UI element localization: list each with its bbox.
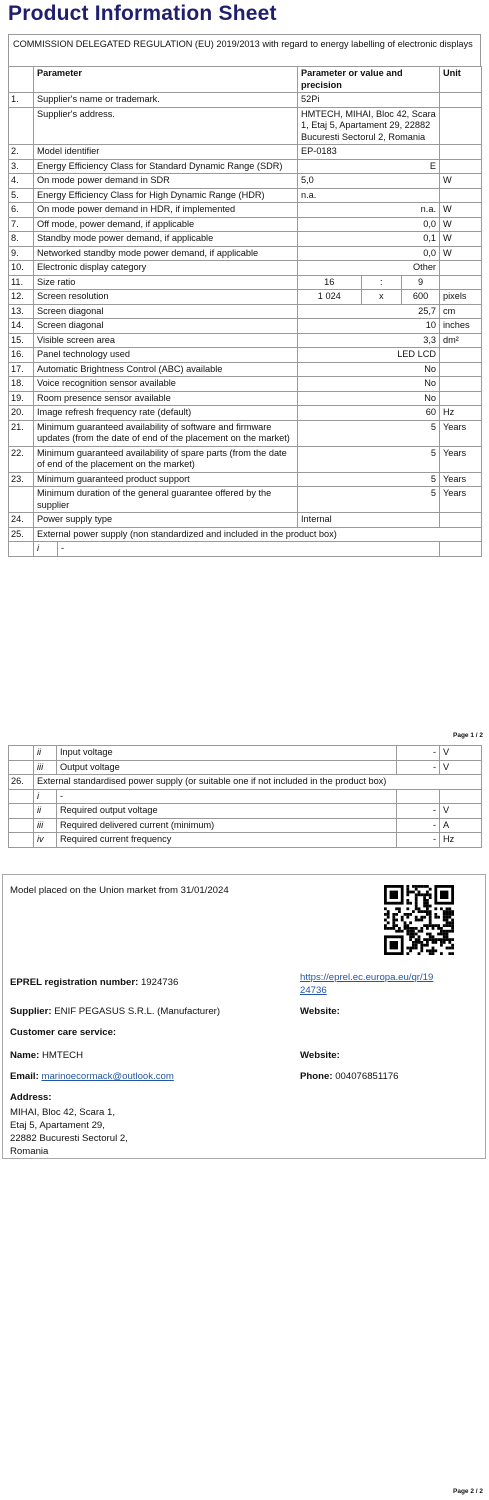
- sub-text: Required current frequency: [57, 833, 397, 848]
- table-row: [9, 275, 482, 290]
- row-parameter: Supplier's address.: [34, 107, 298, 145]
- row-number: 13.: [9, 304, 34, 319]
- power-supply-table: [8, 745, 482, 848]
- row-unit: [440, 362, 482, 377]
- name-label: Name:: [10, 1050, 40, 1061]
- row-number: 2.: [9, 145, 34, 160]
- row-number: 18.: [9, 377, 34, 392]
- row-parameter: Voice recognition sensor available: [34, 377, 298, 392]
- supplier-label: Supplier:: [10, 1006, 52, 1017]
- table-row: [9, 420, 482, 446]
- row-number: 25.: [9, 527, 34, 542]
- row-number: 14.: [9, 319, 34, 334]
- row-parameter: Minimum guaranteed availability of software and firmware updates (from the date of end of the placement on the market): [34, 420, 298, 446]
- table-row: [9, 107, 482, 145]
- sub-text: Input voltage: [57, 746, 397, 761]
- table-row: [9, 290, 482, 305]
- row-parameter: Visible screen area: [34, 333, 298, 348]
- customer-care-label: Customer care service:: [10, 1027, 117, 1038]
- row-number: 22.: [9, 446, 34, 472]
- row-number: 8.: [9, 232, 34, 247]
- row-value: 5: [298, 446, 440, 472]
- table-row: [9, 391, 482, 406]
- address-line: Romania: [10, 1146, 49, 1157]
- row-value: 52Pi: [298, 93, 440, 108]
- sub-value: -: [397, 760, 440, 775]
- row-unit: [440, 145, 482, 160]
- row-unit: [440, 348, 482, 363]
- table-row: [9, 333, 482, 348]
- row-number: 15.: [9, 333, 34, 348]
- row-value: Other: [298, 261, 440, 276]
- row-number: 5.: [9, 188, 34, 203]
- eprel-link-cont[interactable]: 24736: [300, 985, 327, 996]
- size-ratio-value: [298, 275, 440, 290]
- name-value: HMTECH: [42, 1050, 84, 1061]
- sub-value: -: [397, 804, 440, 819]
- row-number: 11.: [9, 275, 34, 290]
- sub-value: -: [397, 833, 440, 848]
- table-header-row: [9, 67, 482, 93]
- row-parameter: Screen diagonal: [34, 304, 298, 319]
- table-row: [9, 203, 482, 218]
- value-part: 600: [412, 291, 429, 301]
- row-parameter: Electronic display category: [34, 261, 298, 276]
- row-value: 0,0: [298, 217, 440, 232]
- website2-label: Website:: [300, 1050, 340, 1061]
- row-number: [9, 760, 34, 775]
- row-parameter: Panel technology used: [34, 348, 298, 363]
- table-row: [9, 542, 482, 557]
- row-number: 23.: [9, 472, 34, 487]
- row-number: 20.: [9, 406, 34, 421]
- sub-unit: V: [440, 804, 482, 819]
- sub-unit: A: [440, 818, 482, 833]
- website-label: Website:: [300, 1006, 340, 1017]
- table-row: [9, 513, 482, 528]
- table-row: [9, 818, 482, 833]
- row-value: 0,1: [298, 232, 440, 247]
- row-number: 7.: [9, 217, 34, 232]
- row-value: No: [298, 362, 440, 377]
- row-value: HMTECH, MIHAI, Bloc 42, Scara 1, Etaj 5, Apartament 29, 22882 Bucuresti Sectorul 2, Romania: [298, 107, 440, 145]
- row-number: [9, 107, 34, 145]
- sub-index: i: [34, 542, 58, 556]
- row-parameter: Image refresh frequency rate (default): [34, 406, 298, 421]
- row-parameter: Supplier's name or trademark.: [34, 93, 298, 108]
- sub-row: [34, 542, 440, 557]
- sub-index: iv: [34, 833, 57, 848]
- row-value: 60: [298, 406, 440, 421]
- sub-text: Required output voltage: [57, 804, 397, 819]
- row-value: 3,3: [298, 333, 440, 348]
- row-parameter: Networked standby mode power demand, if applicable: [34, 246, 298, 261]
- eprel-link[interactable]: https://eprel.ec.europa.eu/qr/19: [300, 972, 434, 983]
- address-line: 22882 Bucuresti Sectorul 2,: [10, 1133, 128, 1144]
- address-line: Etaj 5, Apartament 29,: [10, 1120, 105, 1131]
- sub-index: i: [34, 789, 57, 804]
- row-number: 16.: [9, 348, 34, 363]
- table-row: [9, 406, 482, 421]
- sub-index: ii: [34, 804, 57, 819]
- table-row: [9, 188, 482, 203]
- sub-value: -: [397, 818, 440, 833]
- row-unit: [440, 93, 482, 108]
- row-parameter: Power supply type: [34, 513, 298, 528]
- table-row: [9, 93, 482, 108]
- row-number: [9, 746, 34, 761]
- eprel-number: 1924736: [140, 977, 179, 988]
- row-unit: Years: [440, 420, 482, 446]
- row-unit: [440, 377, 482, 392]
- row-number: 12.: [9, 290, 34, 305]
- table-row: [9, 362, 482, 377]
- row-number: 19.: [9, 391, 34, 406]
- row-unit: Years: [440, 487, 482, 513]
- row-parameter: Energy Efficiency Class for High Dynamic Range (HDR): [34, 188, 298, 203]
- row-unit: Hz: [440, 406, 482, 421]
- row-value: E: [298, 159, 440, 174]
- row-value: 5,0: [298, 174, 440, 189]
- row-parameter: Off mode, power demand, if applicable: [34, 217, 298, 232]
- row-value: 0,0: [298, 246, 440, 261]
- sub-unit: Hz: [440, 833, 482, 848]
- row-unit: W: [440, 246, 482, 261]
- row-number: 10.: [9, 261, 34, 276]
- row-unit: [440, 159, 482, 174]
- row-unit: Years: [440, 472, 482, 487]
- row-parameter: Automatic Brightness Control (ABC) available: [34, 362, 298, 377]
- row-parameter: Screen diagonal: [34, 319, 298, 334]
- sub-value: -: [397, 746, 440, 761]
- row-unit: dm²: [440, 333, 482, 348]
- row-number: 3.: [9, 159, 34, 174]
- row-parameter: Standby mode power demand, if applicable: [34, 232, 298, 247]
- page-number: Page 1 / 2: [453, 732, 483, 739]
- table-row: [9, 804, 482, 819]
- table-row: [9, 145, 482, 160]
- product-table: [8, 66, 482, 557]
- row-number: 17.: [9, 362, 34, 377]
- row-number: [9, 804, 34, 819]
- row-parameter: Minimum guaranteed availability of spare parts (from the date of end of the placement on the market): [34, 446, 298, 472]
- row-parameter: External power supply (non standardized and included in the product box): [34, 527, 482, 542]
- table-row: [9, 174, 482, 189]
- sub-value: [397, 789, 440, 804]
- table-row: [9, 217, 482, 232]
- row-value: LED LCD: [298, 348, 440, 363]
- row-unit: [440, 391, 482, 406]
- table-row: [9, 246, 482, 261]
- row-number: 1.: [9, 93, 34, 108]
- row-parameter: Model identifier: [34, 145, 298, 160]
- email-label: Email:: [10, 1071, 39, 1082]
- table-row: [9, 760, 482, 775]
- row-value: 10: [298, 319, 440, 334]
- row-parameter: Energy Efficiency Class for Standard Dynamic Range (SDR): [34, 159, 298, 174]
- row-unit: [440, 188, 482, 203]
- row-number: [9, 833, 34, 848]
- sub-text: Output voltage: [57, 760, 397, 775]
- row-value: 5: [298, 487, 440, 513]
- row-number: [9, 818, 34, 833]
- row-parameter: On mode power demand in SDR: [34, 174, 298, 189]
- qr-code-icon[interactable]: [384, 885, 454, 955]
- row-unit: W: [440, 203, 482, 218]
- table-row: [9, 487, 482, 513]
- table-row: [9, 789, 482, 804]
- table-row: [9, 833, 482, 848]
- eprel-label: EPREL registration number:: [10, 977, 139, 988]
- table-row: [9, 446, 482, 472]
- row-parameter: Minimum guaranteed product support: [34, 472, 298, 487]
- sub-text: -: [61, 543, 65, 553]
- row-value: No: [298, 391, 440, 406]
- row-number: 6.: [9, 203, 34, 218]
- row-unit: [440, 275, 482, 290]
- table-row: [9, 746, 482, 761]
- header-num: [9, 67, 34, 93]
- value-part: x: [361, 290, 401, 304]
- table-row: [9, 775, 482, 790]
- table-row: [9, 232, 482, 247]
- row-parameter: On mode power demand in HDR, if implemented: [34, 203, 298, 218]
- sub-unit: [440, 789, 482, 804]
- table-row: [9, 527, 482, 542]
- row-unit: [440, 542, 482, 557]
- row-value: 5: [298, 472, 440, 487]
- header-parameter: Parameter: [34, 67, 298, 93]
- row-number: [9, 789, 34, 804]
- page-number: Page 2 / 2: [453, 1488, 483, 1495]
- row-value: No: [298, 377, 440, 392]
- table-row: [9, 304, 482, 319]
- table-row: [9, 261, 482, 276]
- page-title: Product Information Sheet: [8, 2, 277, 25]
- row-unit: Years: [440, 446, 482, 472]
- row-unit: W: [440, 217, 482, 232]
- table-row: [9, 377, 482, 392]
- row-number: 21.: [9, 420, 34, 446]
- row-number: 4.: [9, 174, 34, 189]
- row-parameter: Size ratio: [34, 275, 298, 290]
- address-block: [10, 1106, 128, 1158]
- table-row: [9, 319, 482, 334]
- row-number: 26.: [9, 775, 34, 790]
- phone-label: Phone:: [300, 1071, 333, 1082]
- value-part: 16: [324, 276, 335, 287]
- row-parameter: External standardised power supply (or suitable one if not included in the product box): [34, 775, 482, 790]
- address-line: MIHAI, Bloc 42, Scara 1,: [10, 1107, 116, 1118]
- row-parameter: Minimum duration of the general guarantee offered by the supplier: [34, 487, 298, 513]
- email-link[interactable]: marinoecormack@outlook.com: [41, 1071, 174, 1082]
- row-unit: [440, 107, 482, 145]
- product-info-box: [2, 874, 486, 1159]
- row-value: 5: [298, 420, 440, 446]
- supplier-value: ENIF PEGASUS S.R.L. (Manufacturer): [54, 1006, 221, 1017]
- row-unit: W: [440, 232, 482, 247]
- header-unit: Unit: [440, 67, 482, 93]
- row-number: [9, 487, 34, 513]
- regulation-text: COMMISSION DELEGATED REGULATION (EU) 2019/2013 with regard to energy labelling of electronic displays: [8, 34, 481, 66]
- market-date: Model placed on the Union market from 31/01/2024: [10, 885, 229, 896]
- row-unit: W: [440, 174, 482, 189]
- row-value: 25,7: [298, 304, 440, 319]
- row-parameter: Screen resolution: [34, 290, 298, 305]
- table-row: [9, 159, 482, 174]
- sub-index: iii: [34, 760, 57, 775]
- row-unit: [440, 261, 482, 276]
- row-value: Internal: [298, 513, 440, 528]
- header-value: Parameter or value and precision: [298, 67, 440, 93]
- row-parameter: Room presence sensor available: [34, 391, 298, 406]
- row-number: 9.: [9, 246, 34, 261]
- sub-unit: V: [440, 760, 482, 775]
- row-value: n.a.: [298, 203, 440, 218]
- value-part: 1 024: [317, 291, 341, 301]
- sub-text: -: [57, 789, 397, 804]
- resolution-value: [298, 290, 440, 305]
- row-number: [9, 542, 34, 557]
- address-label: Address:: [10, 1092, 52, 1103]
- value-part: 9: [417, 276, 424, 287]
- sub-text: Required delivered current (minimum): [57, 818, 397, 833]
- sub-index: ii: [34, 746, 57, 761]
- value-part: :: [361, 276, 401, 290]
- table-row: [9, 348, 482, 363]
- row-unit: pixels: [440, 290, 482, 305]
- row-number: 24.: [9, 513, 34, 528]
- table-row: [9, 472, 482, 487]
- row-value: n.a.: [298, 188, 440, 203]
- row-unit: [440, 513, 482, 528]
- sub-index: iii: [34, 818, 57, 833]
- phone-value: 004076851176: [335, 1071, 399, 1082]
- row-unit: cm: [440, 304, 482, 319]
- row-unit: inches: [440, 319, 482, 334]
- sub-unit: V: [440, 746, 482, 761]
- row-value: EP-0183: [298, 145, 440, 160]
